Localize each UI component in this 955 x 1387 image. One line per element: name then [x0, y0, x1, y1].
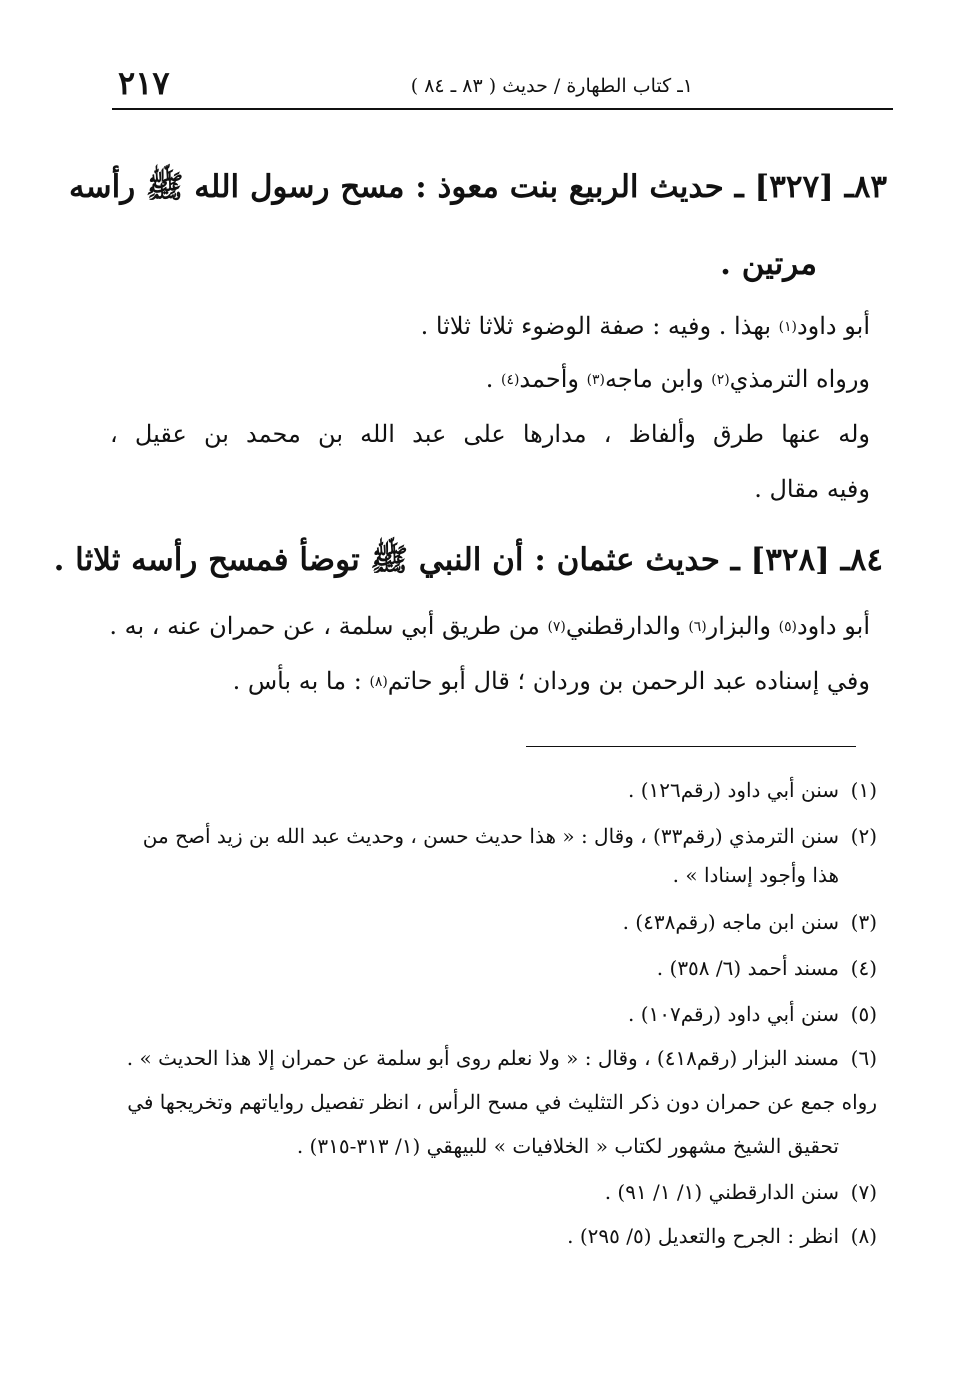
footnote-number: (٢)	[850, 824, 877, 848]
footnote-7	[605, 1180, 877, 1204]
footnote-text: سنن أبي داود (رقم١٠٧) .	[627, 1002, 839, 1026]
footnote-ref: (٢)	[711, 371, 730, 388]
page-header	[112, 62, 893, 110]
footnote-number: (٨)	[850, 1224, 877, 1248]
text-run: وابن ماجه	[604, 365, 712, 393]
footnote-text: سنن أبي داود (رقم١٢٦) .	[627, 778, 839, 802]
text-run: والبزار	[706, 612, 779, 640]
footnote-number: (٥)	[850, 1002, 877, 1026]
hadith-83-line-3: وله عنها طرق وألفاظ ، مدارها على عبد الله بن محمد بن عقيل ،	[110, 420, 870, 448]
footnote-separator	[526, 746, 856, 747]
footnote-text: انظر : الجرح والتعديل (٥/ ٢٩٥) .	[567, 1224, 839, 1248]
footnote-ref: (١)	[778, 318, 797, 335]
running-title: ١ـ كتاب الطهارة / حديث ( ٨٣ ـ ٨٤ )	[410, 75, 693, 97]
footnote-5	[628, 1002, 877, 1026]
text-run: : ما به بأس .	[232, 667, 370, 695]
hadith-84-line-1	[109, 612, 870, 640]
text-run: بهذا . وفيه : صفة الوضوء ثلاثا ثلاثا .	[420, 312, 779, 340]
footnote-number: (٤)	[850, 956, 877, 980]
footnote-2-cont: هذا وأجود إسنادا » .	[672, 863, 839, 887]
footnote-number: (٦)	[850, 1046, 877, 1070]
footnote-number: (٣)	[850, 910, 877, 934]
text-run: وفي إسناده عبد الرحمن بن وردان ؛ قال أبو حاتم	[387, 667, 870, 695]
footnote-8	[567, 1224, 877, 1248]
hadith-83-line-2	[486, 365, 870, 393]
text-run: .	[485, 365, 502, 393]
hadith-84-line-2	[233, 667, 870, 695]
hadith-83-line-4: وفيه مقال .	[754, 475, 870, 503]
footnote-ref: (٥)	[778, 618, 797, 635]
text-run: أبو داود	[796, 312, 870, 340]
footnote-number: (٧)	[850, 1180, 877, 1204]
hadith-84-title: ٨٤ـ [٣٢٨] ـ حديث عثمان : أن النبي ﷺ توضأ فمسح رأسه ثلاثا .	[53, 542, 883, 578]
footnote-6-cont-1: رواه جمع عن حمران دون ذكر التثليث في مسح الرأس ، انظر تفصيل رواياتهم وتخريجها في	[127, 1090, 877, 1114]
footnote-text: سنن ابن ماجه (رقم٤٣٨) .	[622, 910, 839, 934]
footnote-1	[628, 778, 877, 802]
hadith-83-line-1	[421, 312, 870, 340]
footnote-text: سنن الدارقطني (١/ ١/ ٩١) .	[604, 1180, 839, 1204]
footnote-text: مسند أحمد (٦/ ٣٥٨) .	[656, 956, 839, 980]
footnote-6	[127, 1046, 877, 1070]
text-run: وأحمد	[519, 365, 587, 393]
footnote-4	[657, 956, 877, 980]
footnote-ref: (٧)	[547, 618, 566, 635]
footnote-number: (١)	[850, 778, 877, 802]
footnote-ref: (٦)	[688, 618, 707, 635]
footnote-3	[623, 910, 877, 934]
text-run: ورواه الترمذي	[729, 365, 870, 393]
text-run: من طريق أبي سلمة ، عن حمران عنه ، به .	[109, 612, 548, 640]
footnote-ref: (٤)	[501, 371, 520, 388]
footnote-text: سنن الترمذي (رقم٣٣) ، وقال : « هذا حديث حسن ، وحديث عبد الله بن زيد أصح من	[142, 824, 839, 848]
footnote-ref: (٣)	[586, 371, 605, 388]
text-run: والدارقطني	[565, 612, 689, 640]
hadith-83-title-cont: مرتين .	[720, 246, 817, 282]
page-number: ٢١٧	[118, 64, 170, 102]
hadith-83-title: ٨٣ـ [٣٢٧] ـ حديث الربيع بنت معوذ : مسح رسول الله ﷺ رأسه	[69, 169, 887, 205]
footnote-6-cont-2: تحقيق الشيخ مشهور لكتاب « الخلافيات » للبيهقي (١/ ٣١٣-٣١٥) .	[296, 1134, 839, 1158]
footnote-ref: (٨)	[369, 673, 388, 690]
footnote-text: مسند البزار (رقم٤١٨) ، وقال : « ولا نعلم روى أبو سلمة عن حمران إلا هذا الحديث » .	[126, 1046, 839, 1070]
text-run: أبو داود	[796, 612, 870, 640]
footnote-2	[143, 824, 877, 848]
